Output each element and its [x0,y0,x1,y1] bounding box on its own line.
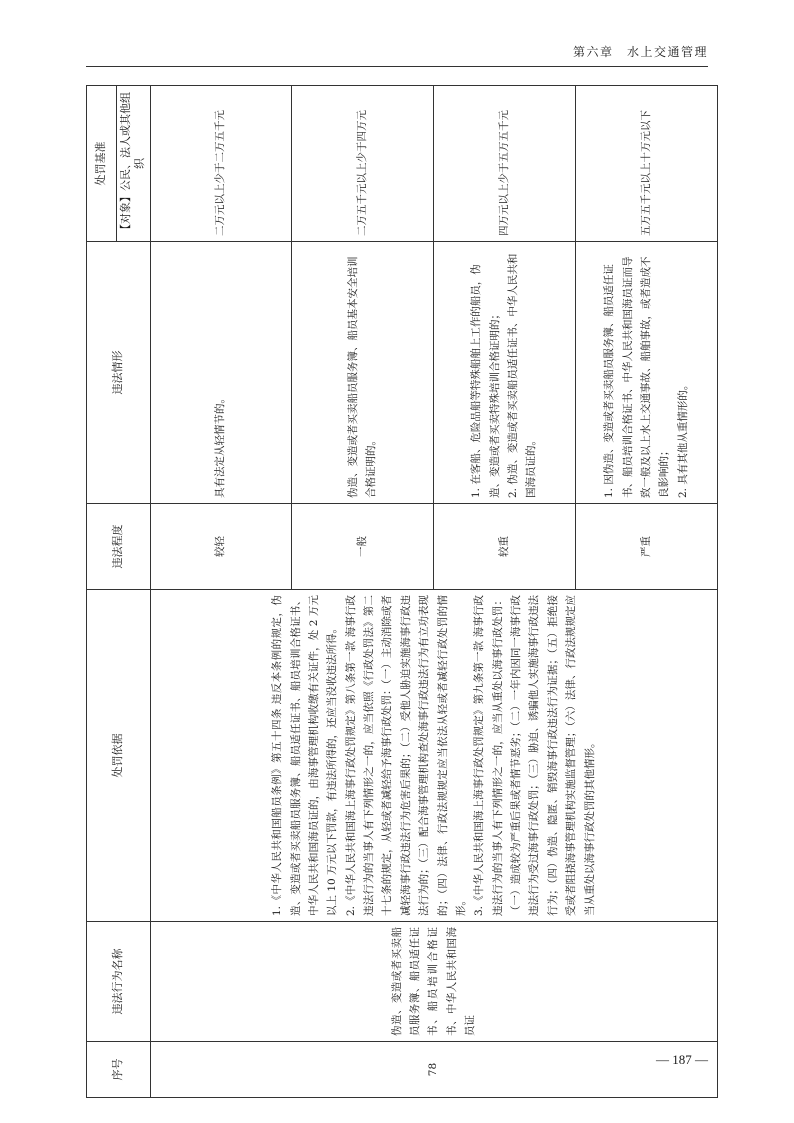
header-name: 违法行为名称 [87,922,151,1042]
header-seq: 序号 [87,1042,151,1098]
header-rule [86,66,708,67]
cell-basis [150,590,717,922]
cell-penalty-1: 二万元以上少于二万五千元 [150,86,291,242]
penalty-table [86,85,718,1098]
cell-level-3: 较重 [433,504,575,590]
rotated-table-container [86,86,708,1098]
cell-level-2: 一般 [291,504,433,590]
basis-item-1: 1.《中华人民共和国船员条例》第五十四条 违反本条例的规定，伪造、变造或者买卖船员服务簿、船员适任证书、船员培训合格证书、中华人民共和国海员证的，由海事管理机构收缴有关证件，处 2 万元以上 10 万元以下罚款，有违法所得的，还应当没收违法所得。 [271,595,339,916]
cell-penalty-2: 二万五千元以上少于四万元 [291,86,433,242]
header-basis: 处罚依据 [87,590,151,922]
header-row [87,86,117,1098]
cell-circumstance-1: 具有法定从轻情节的。 [150,242,291,504]
header-level: 违法程度 [87,504,151,590]
cell-circumstance-3: 1. 在客船、危险品船等特殊船舶上工作的船员，伪造、变造或者买卖特殊培训合格证明的； 2. 伪造、变造或者买卖船员适任证书、中华人民共和国海员证的。 [433,242,575,504]
cell-penalty-3: 四万元以上少于五万五千元 [433,86,575,242]
basis-item-3: 3.《中华人民共和国海上海事行政处罚规定》第九条第一款 海事行政违法行为的当事人有下列情形之一的，应当从重处以海事行政处罚：（一）造成较为严重后果或者情节恶劣；（二）一年内因同一海事行政违法行为受过海事行政处罚；（三）胁迫、诱骗他人实施海事行政违法行为；（四）伪造、隐匿、销毁海事行政违法行为证据；（五）拒绝接受或者阻挠海事管理机构实施监督管理；（六）法律、行政法规规定应当从重处以海事行政处罚的其他情形。 [473,595,596,916]
cell-level-1: 较轻 [150,504,291,590]
basis-item-2: 2.《中华人民共和国海上海事行政处罚规定》第八条第一款 海事行政违法行为的当事人有下列情形之一的，应当依照《行政处罚法》第二十七条的规定，从轻或者减轻给予海事行政处罚：（一）主动消除或者减轻海事行政违法行为危害后果的；（二）受他人胁迫实施海事行政违法行为的；（三）配合海事管理机构查处海事行政违法行为有立功表现的；（四）法律、行政法规规定应当依法从轻或者减轻行政处罚的情形。 [344,595,467,916]
cell-name: 伪造、变造或者买卖船员服务簿、船员适任证书、船员培训合格证书、中华人民共和国海员证 [150,922,717,1042]
cell-circumstance-2: 伪造、变造或者买卖船员服务簿、船员基本安全培训合格证明的。 [291,242,433,504]
page-number: — 187 — [656,1052,708,1067]
cell-circumstance-4: 1. 因伪造、变造或者买卖船员服务簿、船员适任证书、船员培训合格证书、中华人民共和国海员证而导致一般及以上水上交通事故、船舶事故，或者造成不良影响的； 2. 具有其他从重情形的。 [575,242,717,504]
table-row [150,86,291,1098]
cell-seq: 78 [150,1042,717,1098]
running-header: 第六章 水上交通管理 [572,45,708,59]
header-penalty-subject: 【对象】公民、法人或其他组织 [117,86,151,242]
header-circumstance: 违法情形 [87,242,151,504]
cell-level-4: 严重 [575,504,717,590]
header-penalty-group: 处罚基准 [87,86,117,242]
cell-penalty-4: 五万五千元以上十万元以下 [575,86,717,242]
